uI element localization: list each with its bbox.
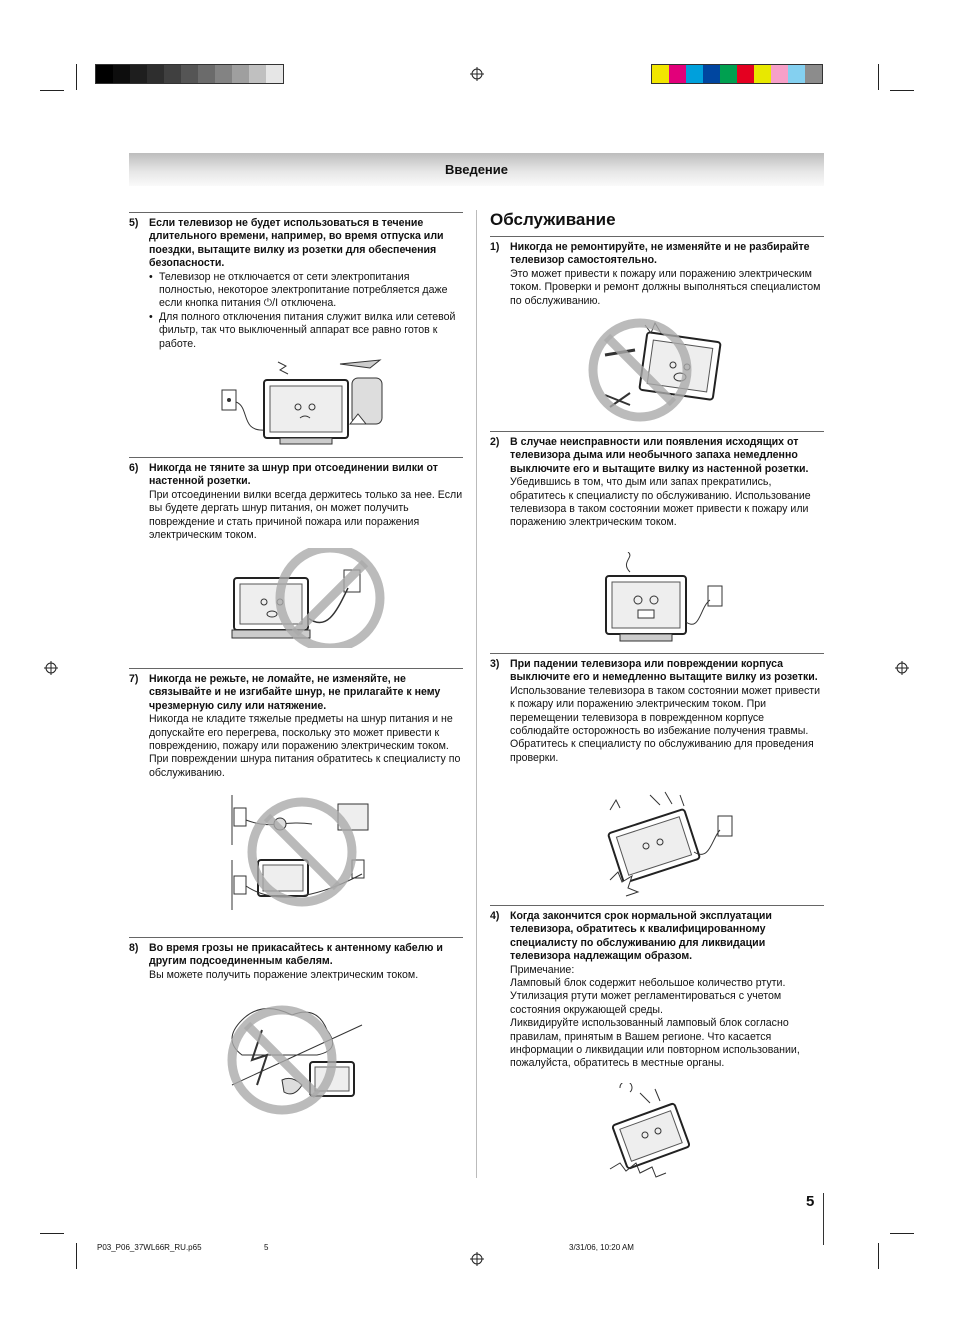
bullet: • Телевизор не отключается от сети электропитания полностью, некоторое электропитание потребляется даже если кнопка питания ⏻/I отключена. (149, 271, 463, 311)
item-rule (129, 668, 463, 669)
column-divider (476, 210, 477, 1178)
left-item-7 (129, 668, 463, 780)
color-swatch (266, 65, 283, 83)
registration-mark-icon (470, 1252, 484, 1266)
disposal-tv-illustration (600, 1083, 710, 1183)
color-swatch (805, 65, 822, 83)
right-item-3 (490, 653, 824, 765)
item-rule (490, 236, 824, 237)
color-swatch (754, 65, 771, 83)
right-item-1 (490, 236, 824, 308)
pulling-cord-prohibited-illustration (228, 548, 388, 648)
item-title: Никогда не тяните за шнур при отсоединении вилки от настенной розетки. (149, 462, 438, 488)
color-swatch (198, 65, 215, 83)
registration-mark-icon (470, 67, 484, 81)
item-body: Примечание: Ламповый блок содержит небольшое количество ртути. Утилизация ртути может регламентироваться с учетом состояния окружающей среды. Ликвидируйте использованный ламповый блок согласно правилам, принятым в Вашем регионе. Что касается информации о ликвидации или повторном использовании, пожалуйста, обратитесь в местные органы. (510, 963, 800, 1070)
color-swatch (652, 65, 669, 83)
registration-mark-icon (895, 661, 909, 675)
item-number: 4) (490, 910, 500, 922)
item-rule (129, 457, 463, 458)
left-item-5 (129, 212, 463, 351)
color-swatch (181, 65, 198, 83)
item-number: 1) (490, 241, 500, 253)
smoking-tv-unplug-illustration (600, 552, 730, 652)
tv-unplug-travel-illustration (220, 352, 390, 452)
color-swatch (788, 65, 805, 83)
left-item-6 (129, 457, 463, 542)
page-number-rule (823, 1193, 824, 1245)
item-body: Вы можете получить поражение электрическим током. (149, 968, 419, 981)
item-title: В случае неисправности или появления исходящих от телевизора дыма или необычного запаха немедленно выключите его и вытащите вилку из настенной розетки. (510, 436, 809, 475)
crop-mark (890, 1233, 914, 1234)
color-swatch (232, 65, 249, 83)
crop-mark (40, 1233, 64, 1234)
fallen-tv-illustration (600, 790, 745, 900)
color-swatch (147, 65, 164, 83)
item-number: 5) (129, 217, 139, 229)
item-title: Когда закончится срок нормальной эксплуатации телевизора, обратитесь к квалифицированному специалисту по обслуживанию для ликвидации телевизора надлежащим образом. (510, 910, 772, 963)
color-swatch (720, 65, 737, 83)
crop-mark (76, 1243, 77, 1269)
crop-mark (878, 64, 879, 90)
color-swatch (703, 65, 720, 83)
section-header (129, 153, 824, 186)
crop-mark (40, 90, 64, 91)
color-swatch (113, 65, 130, 83)
item-body: Это может привести к пожару или поражению электрическим током. Проверки и ремонт должны выполняться специалистом по обслуживанию. (510, 267, 821, 307)
color-swatch (737, 65, 754, 83)
color-swatch (686, 65, 703, 83)
footer-filename: P03_P06_37WL66R_RU.p65 (97, 1243, 202, 1252)
section-title: Обслуживание (490, 210, 616, 229)
item-rule (490, 431, 824, 432)
item-body: Использование телевизора в таком состоянии может привести к пожару или поражению электрическим током. При перемещении телевизора в поврежденном корпусе соблюдайте осторожность во избежание получения травмы. Обратитесь к специалисту по обслуживанию для проведения проверки. (510, 684, 821, 764)
item-body: Никогда не кладите тяжелые предметы на шнур питания и не допускайте его перегрева, поскольку это может привести к повреждению, пожару или поражению электрическим током. При повреждении шнура питания обратитесь к специалисту по обслуживанию. (149, 713, 461, 779)
color-calibration-bar (651, 64, 823, 84)
color-swatch (164, 65, 181, 83)
item-rule (129, 937, 463, 938)
color-swatch (771, 65, 788, 83)
thunderstorm-antenna-prohibited-illustration (222, 1000, 372, 1115)
left-item-8 (129, 937, 463, 982)
repair-prohibited-illustration (585, 315, 735, 425)
item-rule (490, 653, 824, 654)
footer-date: 3/31/06, 10:20 AM (569, 1243, 634, 1252)
registration-mark-icon (44, 661, 58, 675)
header-title: Введение (445, 162, 508, 177)
color-swatch (249, 65, 266, 83)
color-swatch (96, 65, 113, 83)
item-number: 3) (490, 658, 500, 670)
crop-mark (890, 90, 914, 91)
bullet: • Для полного отключения питания служит вилка или сетевой фильтр, так что выключенный аппарат все равно готов к работе. (149, 311, 463, 351)
item-title: При падении телевизора или повреждении корпуса выключите его и немедленно вытащите вилку из розетки. (510, 658, 818, 684)
item-title: Никогда не режьте, не ломайте, не изменяйте, не связывайте и не изгибайте шнур, не прилагайте к нему чрезмерную силу или натяжение. (149, 673, 441, 712)
color-swatch (130, 65, 147, 83)
item-number: 6) (129, 462, 139, 474)
crop-mark (878, 1243, 879, 1269)
footer-page: 5 (264, 1243, 269, 1252)
right-item-2 (490, 431, 824, 530)
right-item-4 (490, 905, 824, 1071)
color-swatch (215, 65, 232, 83)
item-title: Никогда не ремонтируйте, не изменяйте и не разбирайте телевизор самостоятельно. (510, 241, 810, 267)
item-body: Убедившись в том, что дым или запах прекратились, обратитесь к специалисту по обслуживанию. Использование телевизора в таком состоянии может привести к пожару или поражению электрическим током. (510, 476, 811, 529)
page-number: 5 (806, 1193, 815, 1210)
damaged-cord-prohibited-illustration (222, 790, 382, 915)
gray-calibration-bar (95, 64, 284, 84)
item-title: Во время грозы не прикасайтесь к антенному кабелю и другим подсоединенным кабелям. (149, 942, 443, 968)
item-number: 7) (129, 673, 139, 685)
color-swatch (669, 65, 686, 83)
item-body: При отсоединении вилки всегда держитесь только за нее. Если вы будете дергать шнур питания, он может получить повреждение и стать причиной пожара или поражения электрическим током. (149, 488, 463, 542)
item-number: 2) (490, 436, 500, 448)
item-number: 8) (129, 942, 139, 954)
crop-mark (76, 64, 77, 90)
item-rule (490, 905, 824, 906)
item-rule (129, 212, 463, 213)
item-title: Если телевизор не будет использоваться в течение длительного времени, например, во время отпуска или поездки, вытащите вилку из розетки для обеспечения безопасности. (149, 217, 444, 270)
